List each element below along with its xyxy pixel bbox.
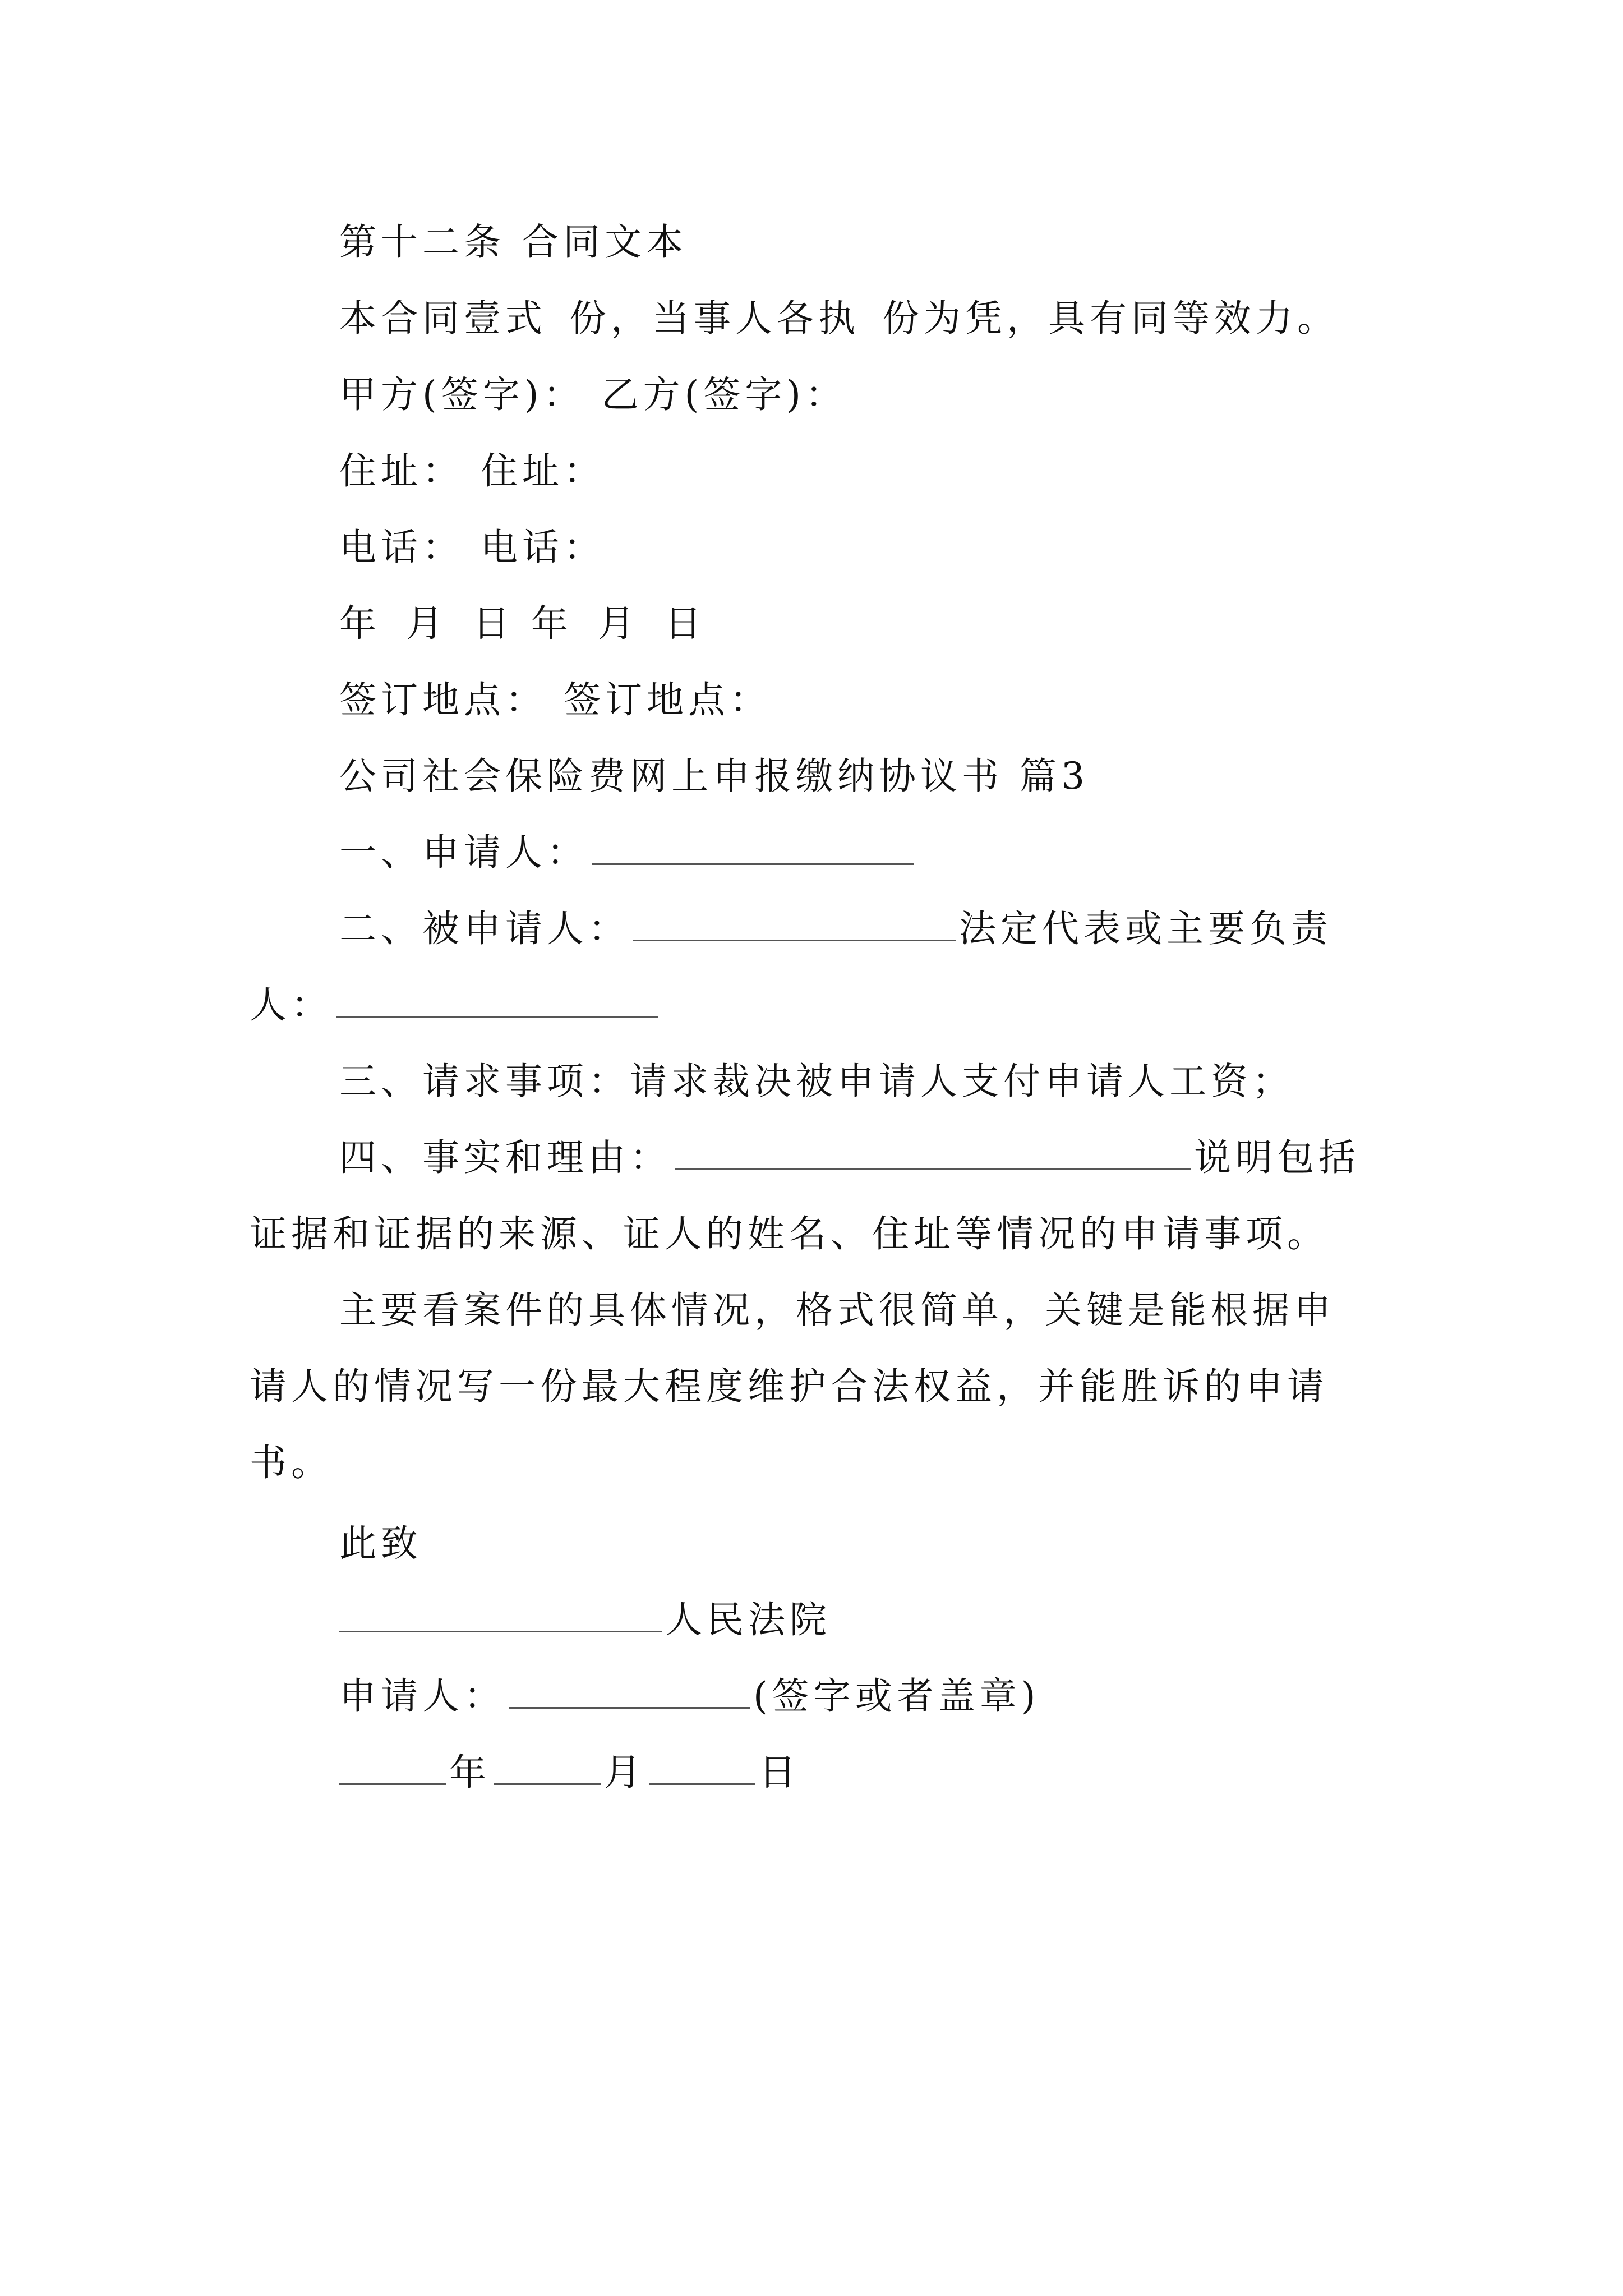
facts-reasons-blank bbox=[675, 1136, 1191, 1170]
application-item-2-continued bbox=[250, 983, 662, 1028]
respondent-blank bbox=[633, 907, 956, 941]
note-paragraph-line-2 bbox=[250, 1364, 1329, 1409]
applicant-signature-label: 申请人： bbox=[339, 1674, 505, 1718]
party-b-date: 年 月 日 bbox=[531, 602, 711, 645]
copies-clause bbox=[339, 296, 1339, 341]
section-title-text: 公司社会保险费网上申报缴纳协议书 篇3 bbox=[339, 754, 1089, 798]
note-paragraph-line-1 bbox=[339, 1288, 1335, 1333]
copies-clause-part-1: 本合同壹式 bbox=[339, 297, 547, 340]
applicant-blank bbox=[592, 831, 914, 865]
date-line bbox=[339, 601, 711, 646]
note-text-2: 请人的情况写一份最大程度维护合法权益，并能胜诉的申请 bbox=[250, 1365, 1329, 1408]
applicant-signature-line bbox=[339, 1674, 1040, 1719]
signing-date-line bbox=[339, 1750, 800, 1795]
party-a-address-label: 住址： bbox=[339, 449, 464, 493]
year-label: 年 bbox=[449, 1751, 491, 1794]
party-b-sign-label: 乙方(签字)： bbox=[601, 373, 847, 416]
party-a-phone-label: 电话： bbox=[339, 526, 464, 569]
address-line bbox=[339, 449, 605, 494]
facts-reasons-continued: 证据和证据的来源、证人的姓名、住址等情况的申请事项。 bbox=[250, 1212, 1329, 1255]
application-item-4 bbox=[339, 1135, 1360, 1180]
application-item-1 bbox=[339, 830, 917, 875]
sign-line bbox=[339, 372, 847, 417]
representative-label-continued: 人： bbox=[250, 983, 333, 1027]
court-line bbox=[339, 1598, 831, 1642]
salutation bbox=[339, 1521, 422, 1566]
application-item-2 bbox=[339, 907, 1332, 951]
court-name-blank bbox=[339, 1598, 662, 1632]
signature-or-seal-note: (签字或者盖章) bbox=[753, 1674, 1040, 1718]
place-line bbox=[339, 678, 771, 723]
application-item-4-continued bbox=[250, 1212, 1329, 1257]
facts-reasons-label: 四、事实和理由： bbox=[339, 1136, 671, 1179]
year-blank bbox=[339, 1751, 446, 1785]
article-12-heading-text: 第十二条 合同文本 bbox=[339, 220, 688, 264]
applicant-signature-blank bbox=[509, 1674, 750, 1709]
month-label: 月 bbox=[604, 1751, 645, 1794]
day-label: 日 bbox=[759, 1751, 800, 1794]
party-a-sign-label: 甲方(签字)： bbox=[339, 373, 585, 416]
note-text-1: 主要看案件的具体情况，格式很简单，关键是能根据申 bbox=[339, 1289, 1335, 1332]
party-a-place-label: 签订地点： bbox=[339, 678, 547, 721]
salutation-text: 此致 bbox=[339, 1522, 422, 1565]
legal-representative-label: 法定代表或主要负责 bbox=[959, 907, 1332, 950]
application-item-3 bbox=[339, 1059, 1294, 1104]
court-suffix: 人民法院 bbox=[665, 1598, 831, 1641]
day-blank bbox=[649, 1751, 755, 1785]
copies-clause-part-2: 份，当事人各执 bbox=[569, 297, 860, 340]
note-paragraph-line-3 bbox=[250, 1441, 333, 1485]
party-a-date: 年 月 日 bbox=[339, 602, 519, 645]
month-blank bbox=[494, 1751, 601, 1785]
phone-line bbox=[339, 525, 605, 570]
party-b-place-label: 签订地点： bbox=[564, 678, 771, 721]
respondent-label: 二、被申请人： bbox=[339, 907, 630, 950]
representative-blank bbox=[336, 983, 658, 1018]
party-b-phone-label: 电话： bbox=[481, 526, 605, 569]
claim-text: 三、请求事项：请求裁决被申请人支付申请人工资； bbox=[339, 1060, 1294, 1103]
article-12-heading bbox=[339, 220, 688, 265]
applicant-label: 一、申请人： bbox=[339, 831, 588, 874]
copies-clause-part-3: 份为凭，具有同等效力。 bbox=[882, 297, 1339, 340]
party-b-address-label: 住址： bbox=[481, 449, 605, 493]
facts-reasons-tail: 说明包括 bbox=[1194, 1136, 1360, 1179]
section-title bbox=[339, 754, 1089, 799]
note-text-3: 书。 bbox=[250, 1441, 333, 1484]
